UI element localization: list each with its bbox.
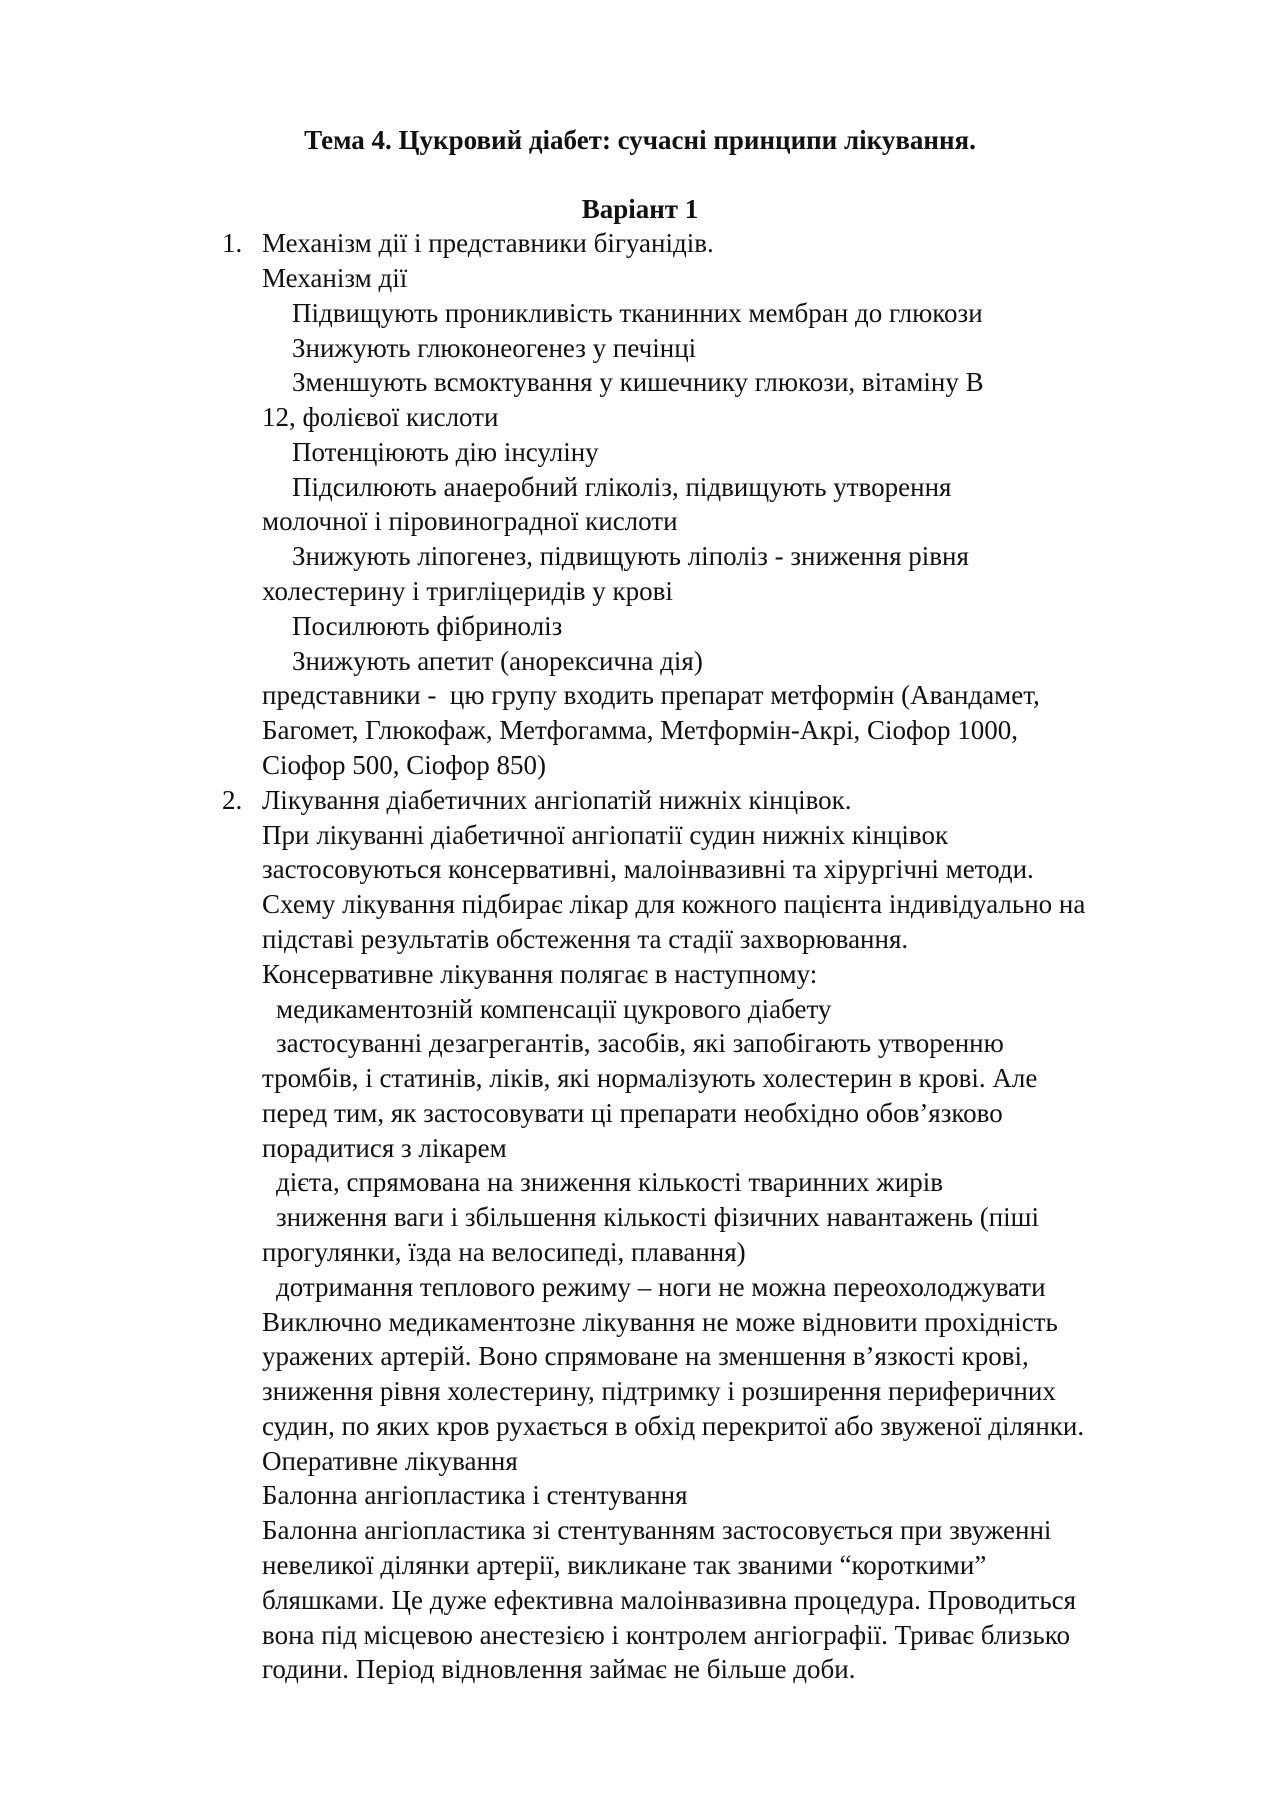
text-line: судин, по яких кров рухається в обхід перекритої або звуженої ділянки. <box>262 1411 1085 1441</box>
text-line: зниження рівня холестерину, підтримку і розширення периферичних <box>262 1376 1056 1406</box>
list-number-2: 2. <box>222 785 243 815</box>
question-1-heading: Механізм дії і представники бігуанідів. <box>262 228 714 258</box>
text-line: уражених артерій. Воно спрямоване на зменшення в’язкості крові, <box>262 1341 1029 1371</box>
text-line: Балонна ангіопластика зі стентуванням застосовується при звуженні <box>262 1515 1052 1545</box>
text-line: Механізм дії <box>262 263 408 293</box>
text-line: порадитися з лікарем <box>262 1133 507 1163</box>
text-line: молочної і піровиноградної кислоти <box>262 506 678 536</box>
text-line: холестерину і тригліцеридів у крові <box>262 576 673 606</box>
text-line: Виключно медикаментозне лікування не може відновити прохідність <box>262 1307 1058 1337</box>
document-title: Тема 4. Цукровий діабет: сучасні принципи лікування. <box>304 125 976 155</box>
text-line: Знижують ліпогенез, підвищують ліполіз - зниження рівня <box>292 541 969 571</box>
text-line: застосуванні дезагрегантів, засобів, які запобігають утворенню <box>276 1028 1004 1058</box>
text-line: Потенціюють дію інсуліну <box>292 437 599 467</box>
text-line: підставі результатів обстеження та стадії захворювання. <box>262 924 909 954</box>
text-line: години. Період відновлення займає не більше доби. <box>262 1654 856 1684</box>
text-line: Посилюють фібриноліз <box>292 611 563 641</box>
text-line: 12, фолієвої кислоти <box>262 402 499 432</box>
text-line: Підвищують проникливість тканинних мембран до глюкози <box>292 298 983 328</box>
text-line: медикаментозній компенсації цукрового діабету <box>276 994 832 1024</box>
text-line: Підсилюють анаеробний гліколіз, підвищують утворення <box>292 472 952 502</box>
question-2-heading: Лікування діабетичних ангіопатій нижніх кінцівок. <box>262 785 852 815</box>
text-line: Знижують апетит (анорексична дія) <box>292 646 703 676</box>
text-line: представники - цю групу входить препарат метформін (Авандамет, <box>262 680 1040 710</box>
text-line: Сіофор 500, Сіофор 850) <box>262 750 547 780</box>
text-line: дієта, спрямована на зниження кількості тваринних жирів <box>276 1167 943 1197</box>
text-line: невеликої ділянки артерії, викликане так званими “короткими” <box>262 1550 987 1580</box>
text-line: Багомет, Глюкофаж, Метфогамма, Метформін-Акрі, Сіофор 1000, <box>262 715 1018 745</box>
text-line: Зменшують всмоктування у кишечнику глюкози, вітаміну В <box>292 367 984 397</box>
text-line: застосовуються консервативні, малоінвазивні та хірургічні методи. <box>262 854 1034 884</box>
text-line: Схему лікування підбирає лікар для кожного пацієнта індивідуально на <box>262 889 1086 919</box>
text-line: Балонна ангіопластика і стентування <box>262 1480 688 1510</box>
text-line: Консервативне лікування полягає в наступному: <box>262 959 818 989</box>
text-line: бляшками. Це дуже ефективна малоінвазивна процедура. Проводиться <box>262 1585 1077 1615</box>
text-line: тромбів, і статинів, ліків, які нормалізують холестерин в крові. Але <box>262 1063 1038 1093</box>
list-number-1: 1. <box>222 228 243 258</box>
text-line: дотримання теплового режиму – ноги не можна переохолоджувати <box>276 1272 1046 1302</box>
text-line: При лікуванні діабетичної ангіопатії судин нижніх кінцівок <box>262 820 949 850</box>
text-line: прогулянки, їзда на велосипеді, плавання) <box>262 1237 746 1267</box>
text-line: Оперативне лікування <box>262 1446 518 1476</box>
text-line: Знижують глюконеогенез у печінці <box>292 333 697 363</box>
text-line: перед тим, як застосовувати ці препарати необхідно обов’язково <box>262 1098 1003 1128</box>
variant-heading: Варіант 1 <box>581 194 699 224</box>
text-line: зниження ваги і збільшення кількості фізичних навантажень (піші <box>276 1202 1039 1232</box>
text-line: вона під місцевою анестезією і контролем ангіографії. Триває близько <box>262 1620 1070 1650</box>
